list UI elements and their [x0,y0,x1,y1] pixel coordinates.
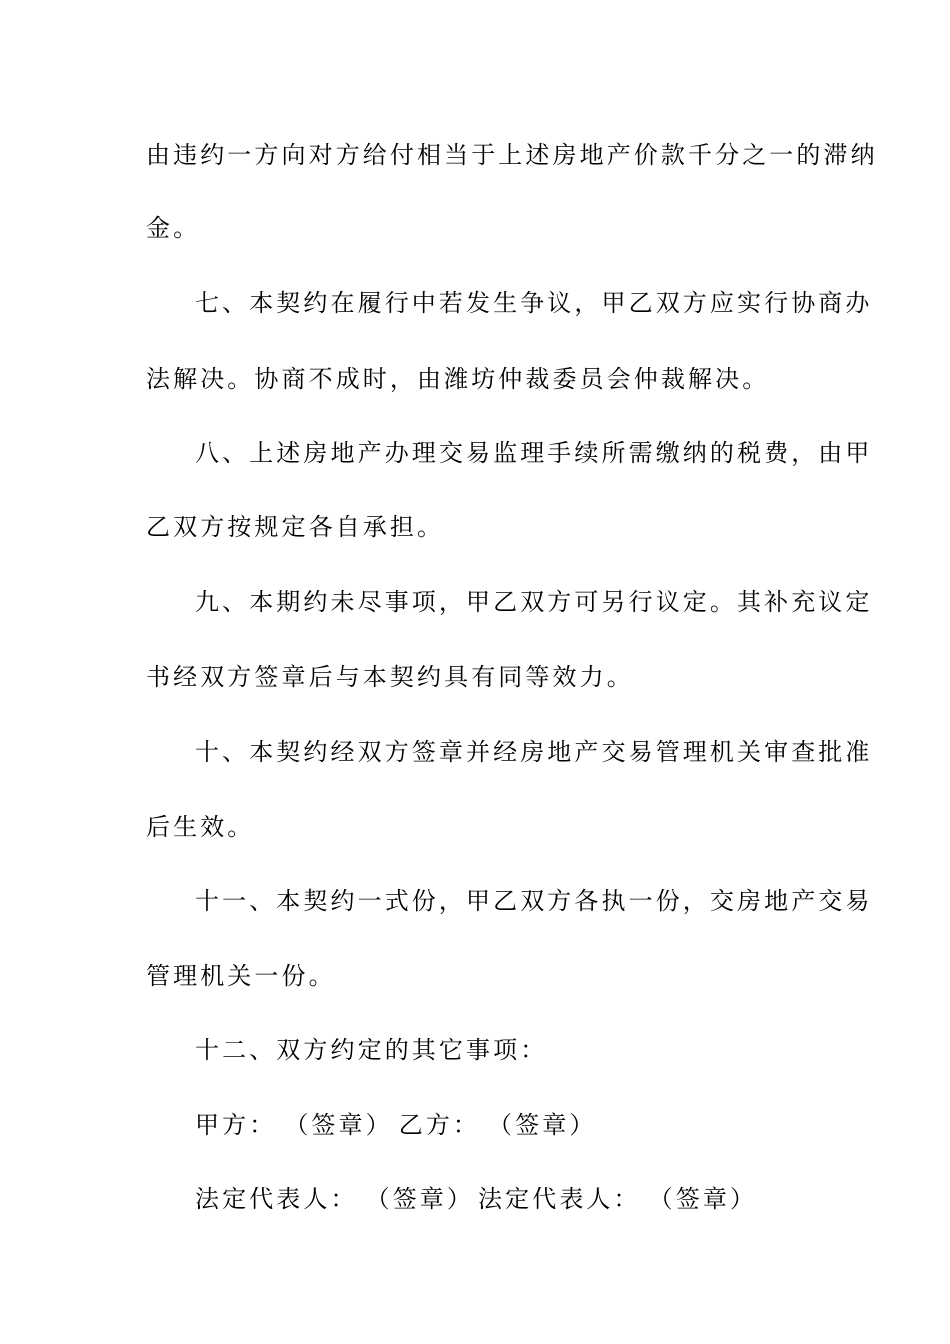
signature-row-parties [195,1110,855,1140]
signature-row-representatives [195,1184,855,1214]
text-line: 八、上述房地产办理交易监理手续所需缴纳的税费，由甲 [195,439,873,467]
text-line: 十二、双方约定的其它事项： [195,1036,548,1064]
text-line: 十、本契约经双方签章并经房地产交易管理机关审查批准 [195,738,873,766]
text-line: 十一、本契约一式份，甲乙双方各执一份，交房地产交易 [195,887,873,915]
party-b-label: 乙方： [398,1111,481,1139]
text-line: 由违约一方向对方给付相当于上述房地产价款千分之一的滞纳 [146,141,878,169]
text-line: 法解决。协商不成时，由潍坊仲裁委员会仲裁解决。 [146,365,770,393]
rep-a-seal: （签章） [365,1185,475,1213]
text-line: 书经双方签章后与本契约具有同等效力。 [146,663,634,691]
text-line: 乙双方按规定各自承担。 [146,513,445,541]
text-line: 九、本期约未尽事项，甲乙双方可另行议定。其补充议定 [195,588,873,616]
text-line: 七、本契约在履行中若发生争议，甲乙双方应实行协商办 [195,289,873,317]
party-b-seal: （签章） [488,1111,597,1139]
text-line: 金。 [146,214,201,242]
party-a-seal: （签章） [284,1111,393,1139]
party-a-label: 甲方： [195,1111,277,1139]
rep-b-seal: （签章） [648,1185,758,1213]
rep-a-label: 法定代表人： [195,1185,358,1213]
text-line: 管理机关一份。 [146,962,336,990]
rep-b-label: 法定代表人： [478,1185,641,1213]
text-line: 后生效。 [146,813,255,841]
